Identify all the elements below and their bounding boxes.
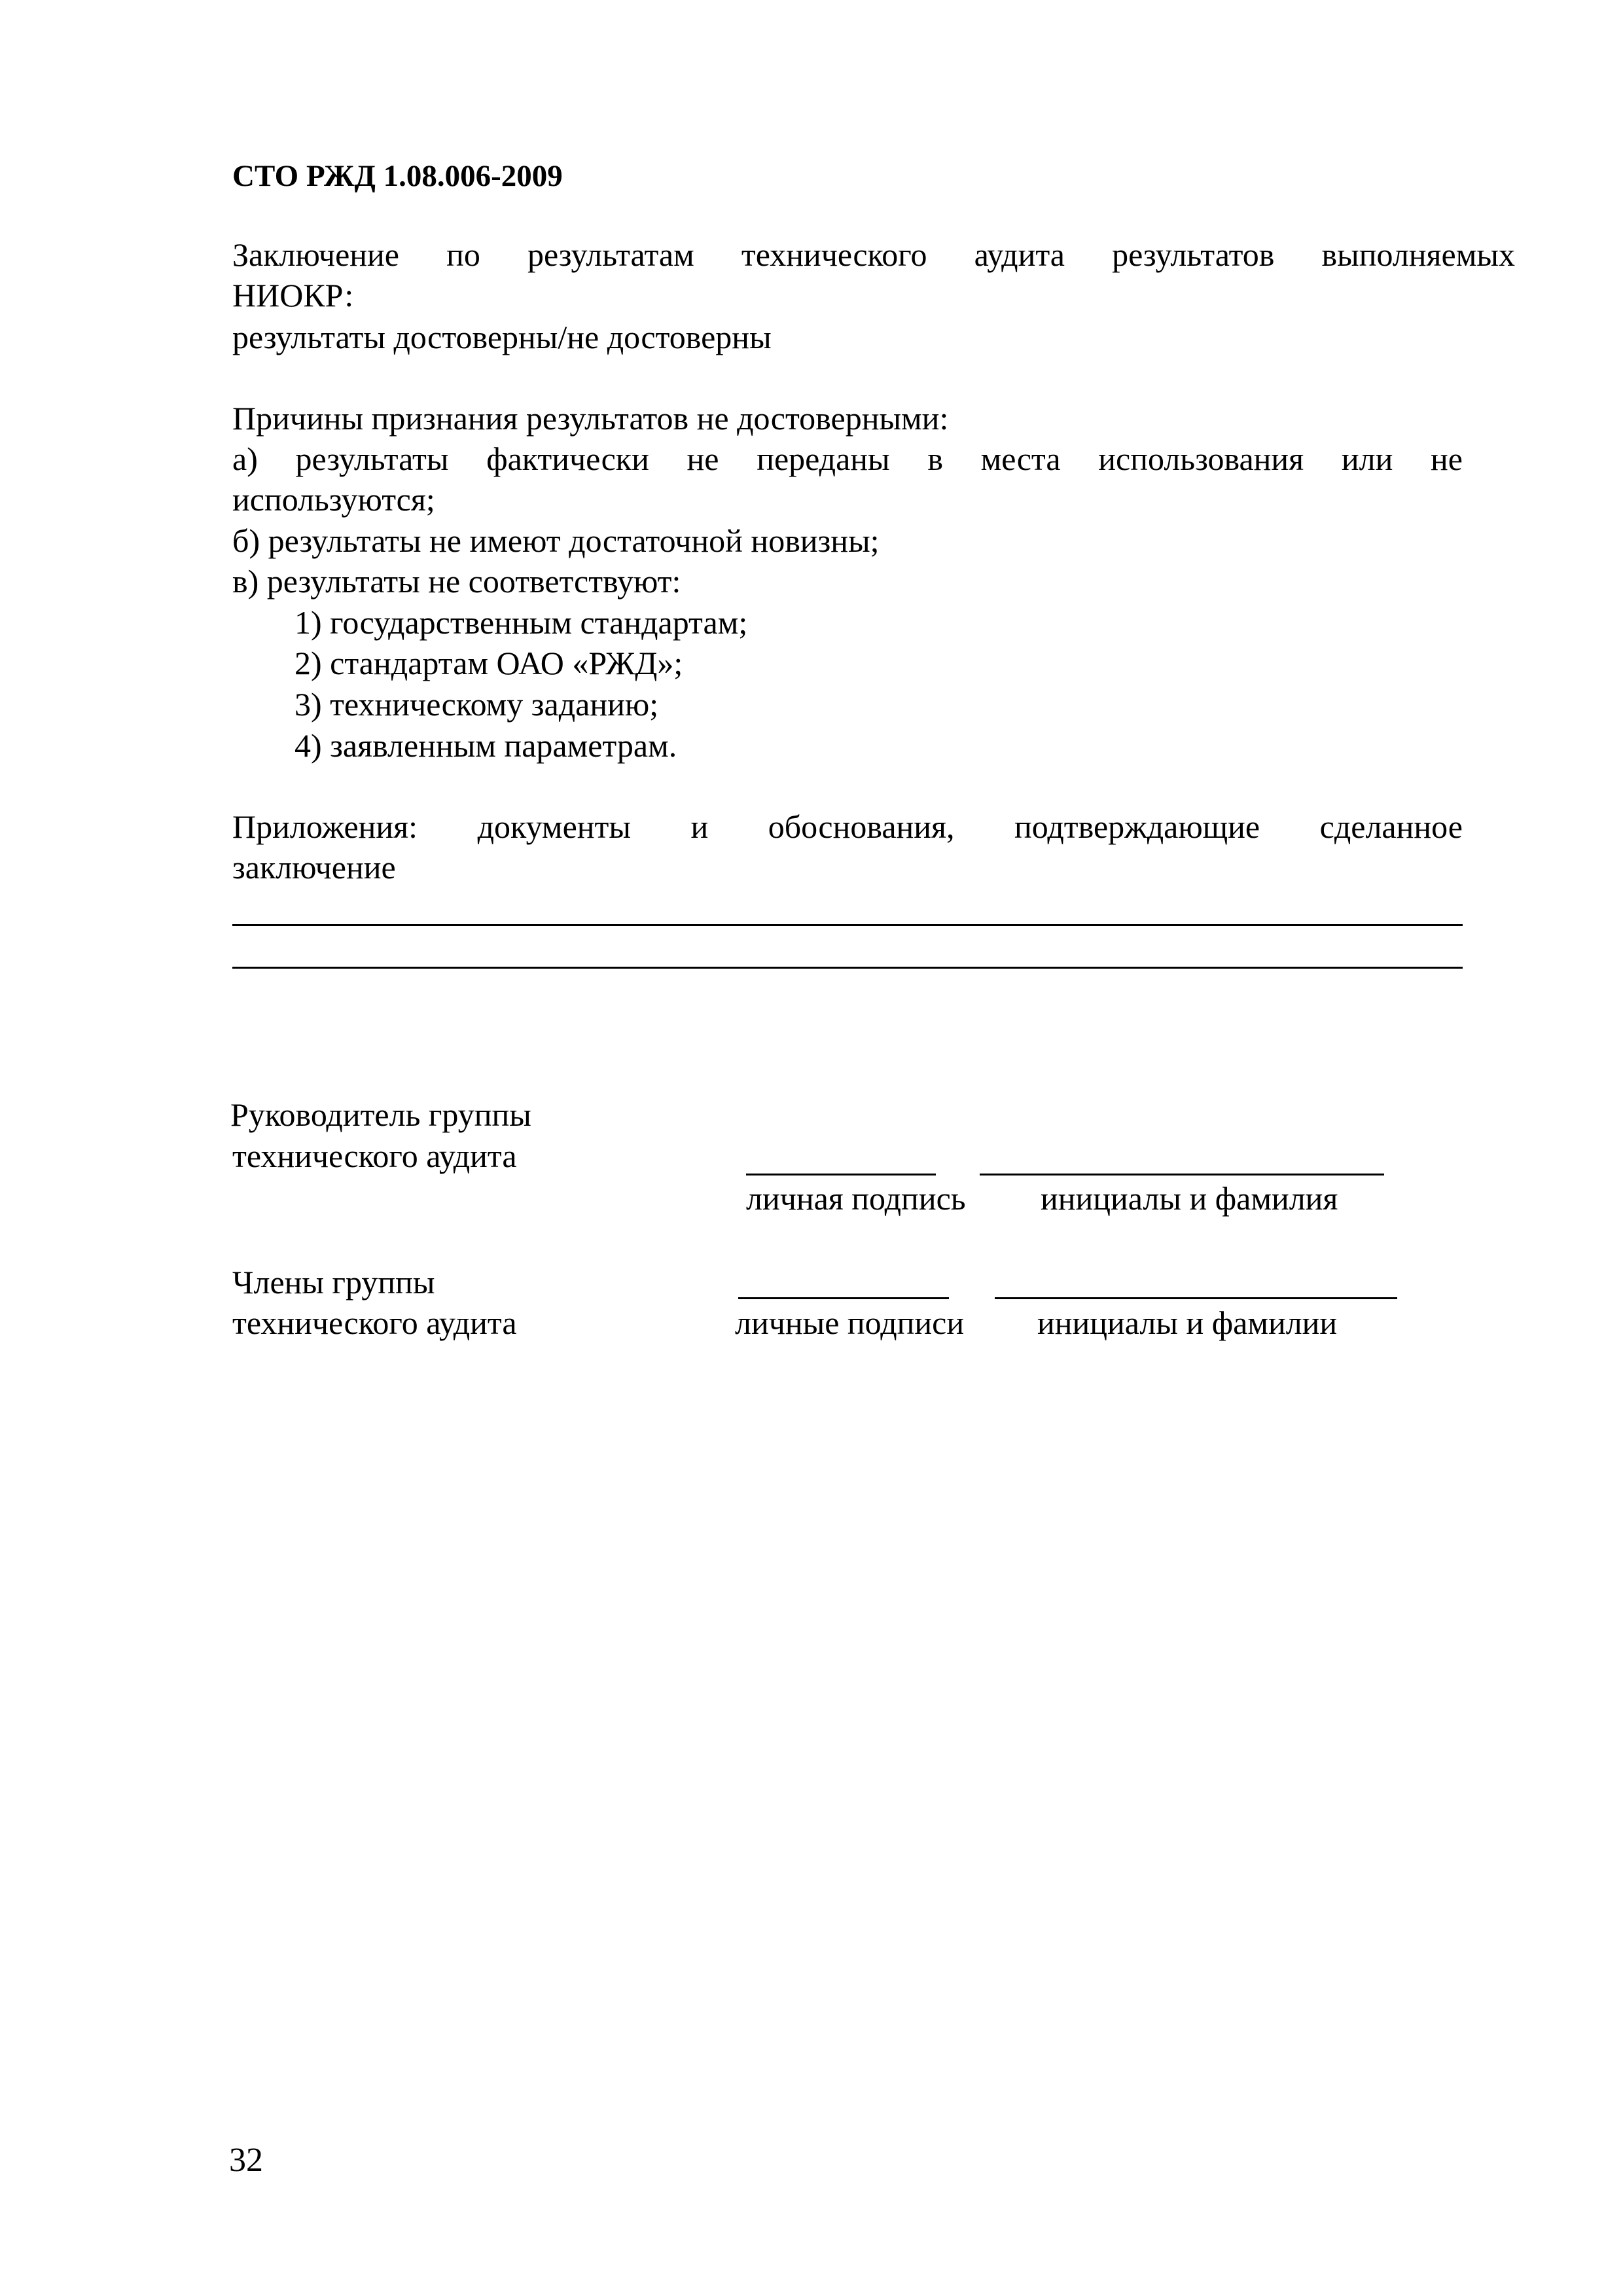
word: результаты	[295, 440, 449, 477]
members-signature-caption: личные подписи	[735, 1304, 965, 1341]
word: Заключение	[232, 236, 399, 273]
conclusion-line-1	[232, 234, 1515, 275]
word: документы	[477, 808, 631, 845]
leader-signature-caption: личная подпись	[746, 1180, 966, 1217]
word: места	[980, 440, 1061, 477]
reason-c: в) результаты не соответствуют:	[232, 563, 681, 600]
reason-a-line-1	[232, 439, 1463, 479]
leader-name-line	[980, 1174, 1384, 1175]
word: по	[446, 236, 480, 273]
word: а)	[232, 440, 258, 477]
word: сделанное	[1319, 808, 1463, 845]
reason-c-item-2: 2) стандартам ОАО «РЖД»;	[294, 645, 683, 681]
page-number: 32	[229, 2142, 263, 2179]
word: технического	[741, 236, 927, 273]
word: выполняемых	[1321, 236, 1515, 273]
attachments-line-2: заключение	[232, 849, 396, 886]
members-title-line-2: технического аудита	[232, 1304, 517, 1341]
reason-c-item-3: 3) техническому заданию;	[294, 686, 659, 723]
word: и	[690, 808, 709, 845]
word: результатам	[527, 236, 694, 273]
leader-title-line-2: технического аудита	[232, 1138, 517, 1174]
members-name-caption: инициалы и фамилии	[1037, 1304, 1338, 1341]
word: использования	[1098, 440, 1304, 477]
reason-c-item-4: 4) заявленным параметрам.	[294, 727, 677, 764]
word: фактически	[486, 440, 649, 477]
leader-signature-line	[746, 1174, 936, 1175]
word: не	[687, 440, 719, 477]
members-title-line-1: Члены группы	[232, 1264, 435, 1300]
word: или	[1341, 440, 1393, 477]
word: в	[927, 440, 943, 477]
word: подтверждающие	[1014, 808, 1260, 845]
leader-title-line-1: Руководитель группы	[230, 1096, 531, 1133]
attachments-blank-line-1	[232, 924, 1463, 926]
word: Приложения:	[232, 808, 418, 845]
word: не	[1431, 440, 1463, 477]
word: обоснования,	[768, 808, 955, 845]
document-code: СТО РЖД 1.08.006-2009	[232, 159, 563, 193]
reason-c-item-1: 1) государственным стандартам;	[294, 604, 748, 641]
conclusion-line-2: НИОКР:	[232, 277, 354, 314]
reasons-title: Причины признания результатов не достоверными:	[232, 400, 949, 437]
attachments-blank-line-2	[232, 967, 1463, 969]
word: переданы	[757, 440, 890, 477]
word: результатов	[1112, 236, 1275, 273]
word: аудита	[974, 236, 1065, 273]
reason-b: б) результаты не имеют достаточной новизны;	[232, 522, 880, 559]
conclusion-result: результаты достоверны/не достоверны	[232, 319, 772, 355]
members-name-line	[995, 1297, 1397, 1299]
reason-a-line-2: используются;	[232, 481, 435, 518]
leader-name-caption: инициалы и фамилия	[1041, 1180, 1338, 1217]
attachments-line-1	[232, 806, 1463, 847]
members-signature-line	[738, 1297, 949, 1299]
